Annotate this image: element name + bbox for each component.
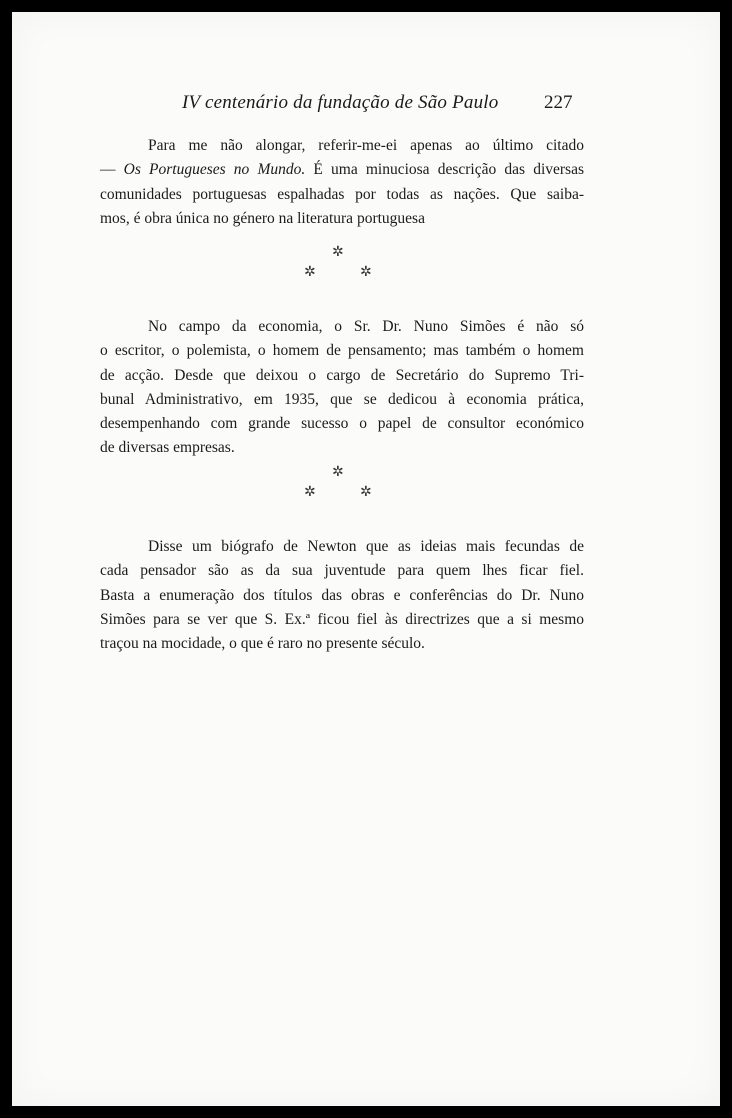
text-line: mos, é obra única no género na literatura portuguesa	[100, 209, 425, 227]
asterisk-ornament: ✲	[332, 245, 344, 260]
text-line: bunal Administrativo, em 1935, que se dedicou à economia prática,	[100, 390, 584, 408]
em-dash: —	[100, 161, 124, 179]
text-line: Para me não alongar, referir-me-ei apenas ao último citado	[148, 137, 584, 154]
asterisk-ornament: ✲	[332, 465, 344, 480]
running-title: IV centenário da fundação de São Paulo	[182, 92, 499, 113]
document-page	[12, 12, 720, 1106]
text-line: desempenhando com grande sucesso o papel de consultor económico	[100, 415, 584, 433]
asterisk-ornament: ✲	[304, 485, 316, 500]
section-divider	[12, 244, 720, 284]
running-header	[12, 92, 720, 122]
text-line: cada pensador são as da sua juventude para quem lhes ficar fiel.	[100, 562, 584, 580]
text-line: Disse um biógrafo de Newton que as ideias mais fecundas de	[148, 538, 584, 555]
asterisk-ornament: ✲	[360, 485, 372, 500]
text-line: o escritor, o polemista, o homem de pensamento; mas também o homem	[100, 342, 584, 360]
text-line: Simões para se ver que S. Ex.ª ficou fiel às directrizes que a si mesmo	[100, 610, 584, 628]
text-line	[100, 158, 584, 182]
text-fragment: É uma minuciosa descrição das diversas	[305, 161, 584, 179]
paragraph-2	[100, 315, 584, 461]
paragraph-1	[100, 134, 584, 231]
text-line: No campo da economia, o Sr. Dr. Nuno Simões é não só	[148, 318, 584, 335]
asterisk-ornament: ✲	[360, 265, 372, 280]
text-line: de diversas empresas.	[100, 439, 235, 457]
text-line: de acção. Desde que deixou o cargo de Secretário do Supremo Tri-	[100, 366, 584, 384]
asterisk-ornament: ✲	[304, 265, 316, 280]
text-line: comunidades portuguesas espalhadas por todas as nações. Que saiba-	[100, 185, 584, 203]
book-title: Os Portugueses no Mundo.	[123, 161, 306, 179]
paragraph-3	[100, 535, 584, 656]
page-number: 227	[544, 92, 573, 113]
text-line: Basta a enumeração dos títulos das obras e conferências do Dr. Nuno	[100, 586, 584, 604]
section-divider	[12, 464, 720, 504]
text-line: traçou na mocidade, o que é raro no presente século.	[100, 635, 425, 653]
